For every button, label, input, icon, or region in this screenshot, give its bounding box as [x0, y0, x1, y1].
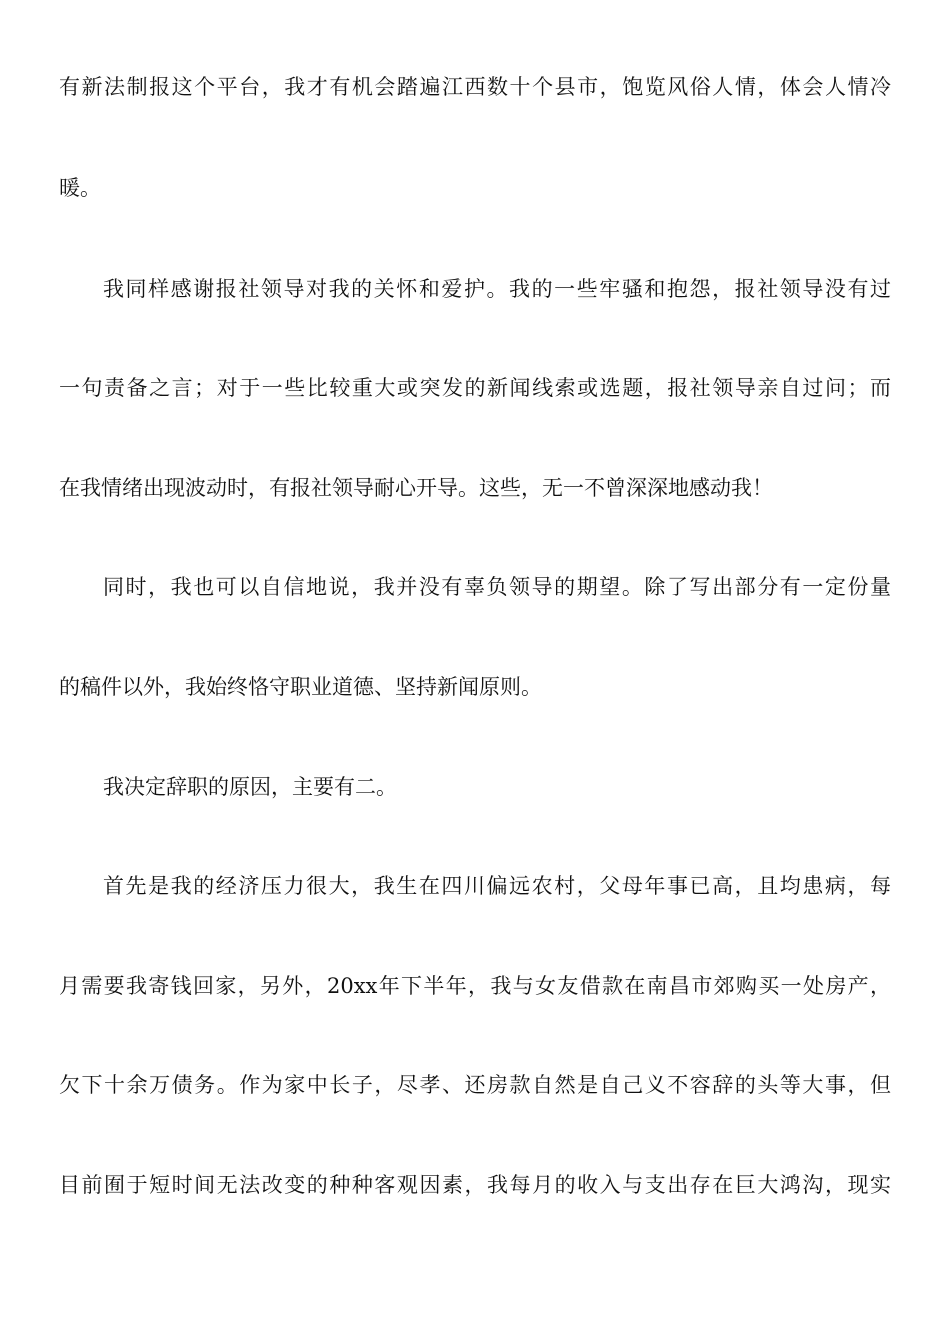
text-line: 我同样感谢报社领导对我的关怀和爱护。我的一些牢骚和抱怨，报社领导没有过 [103, 277, 891, 301]
text-line: 同时，我也可以自信地说，我并没有辜负领导的期望。除了写出部分有一定份量 [103, 575, 891, 599]
text-line: 月需要我寄钱回家，另外，20xx年下半年，我与女友借款在南昌市郊购买一处房产， [59, 974, 891, 998]
text-line: 暖。 [59, 176, 101, 200]
text-line: 我决定辞职的原因，主要有二。 [103, 775, 397, 799]
text-line: 首先是我的经济压力很大，我生在四川偏远农村，父母年事已高，且均患病，每 [103, 874, 891, 898]
text-line: 的稿件以外，我始终恪守职业道德、坚持新闻原则。 [59, 675, 542, 699]
text-line: 目前囿于短时间无法改变的种种客观因素，我每月的收入与支出存在巨大鸿沟，现实 [59, 1173, 891, 1197]
text-line: 有新法制报这个平台，我才有机会踏遍江西数十个县市，饱览风俗人情，体会人情冷 [59, 75, 891, 99]
text-line: 欠下十余万债务。作为家中长子，尽孝、还房款自然是自己义不容辞的头等大事，但 [59, 1073, 891, 1097]
text-line: 在我情绪出现波动时，有报社领导耐心开导。这些，无一不曾深深地感动我！ [59, 476, 773, 500]
text-line: 一句责备之言；对于一些比较重大或突发的新闻线索或选题，报社领导亲自过问；而 [59, 376, 891, 400]
